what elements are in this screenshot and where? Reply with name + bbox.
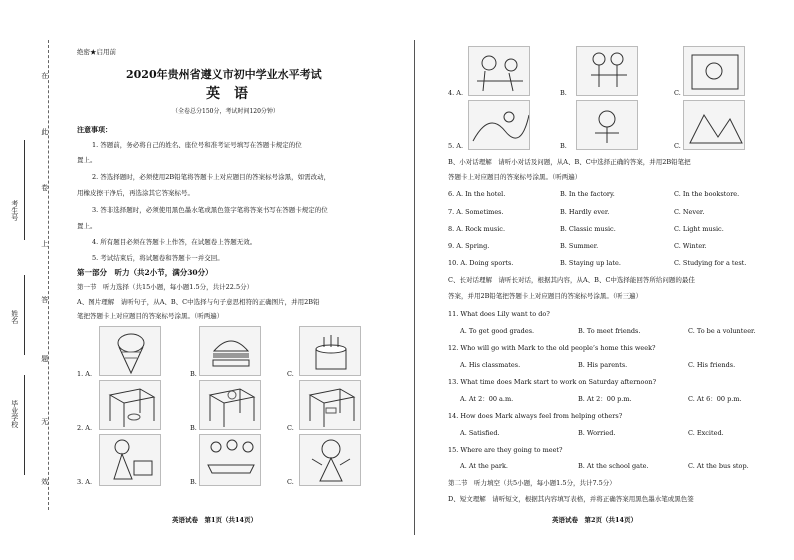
part-a-instruction: A、图片理解 请听句子，从A、B、C中选择与句子意思相符的正确图片，并用2B铅 [77,298,320,306]
option-label: 4. A. [448,89,464,97]
field-label-exam-number: 考生号 [10,200,19,221]
table-object-picture [299,380,361,430]
binding-char: 卷 [40,184,49,191]
part-b-instruction: B、小对话理解 请听小对话及问题，从A、B、C中选择正确的答案，并用2B铅笔把 [448,158,691,166]
binding-char: 上 [40,240,49,247]
notice-line: 置上。 [77,156,97,164]
option-text: B. At 2：00 p.m. [578,395,632,403]
option-text: C. His friends. [688,361,736,369]
option-label: C. [287,370,294,378]
option-label: B. [560,142,567,150]
field-underline [24,375,25,475]
part-c-instruction: C、长对话理解 请听长对话，根据其内容，从A、B、C中选择能回答所给问题的最佳 [448,276,695,284]
notice-line: 置上。 [77,222,97,230]
ice-cream-picture [99,326,161,376]
picture-5a [468,100,530,150]
hamburger-picture [199,326,261,376]
notice-line: 4. 所有题目必须在答题卡上作答，在试题卷上答题无效。 [92,238,257,246]
option-text: 6. A. In the hotel. [448,190,506,198]
option-text: B. Staying up late. [560,259,621,267]
option-text: B. At the school gate. [578,462,649,470]
option-text: C. Winter. [674,242,707,250]
question-text: 15. Where are they going to meet? [448,446,563,454]
option-label: 2. A. [77,424,93,432]
option-text: C. To be a volunteer. [688,327,756,335]
part-d-instruction: D、短文理解 请听短文，根据其内容填写表格，并将正确答案用黑色墨水笔或黑色签 [448,495,694,503]
field-label-name: 姓名 [10,310,19,324]
birthday-cake-picture [299,326,361,376]
picture-4b [576,46,638,96]
section-one-heading: 第一节 听力选择（共15小题，每小题1.5分，共计22.5分） [77,283,254,291]
option-label: C. [674,142,681,150]
page-footer: 英语试卷 第2页（共14页） [552,516,638,524]
picture-4a [468,46,530,96]
part-c-instruction: 答案，并用2B铅笔把答题卡上对应题目的答案标号涂黑。（听三遍） [448,292,643,300]
picture-5b [576,100,638,150]
table-object-picture [99,380,161,430]
option-text: C. Light music. [674,225,724,233]
notice-line: 1. 答题前，务必将自己的姓名、座位号和准考证号填写在答题卡规定的位 [92,141,302,149]
person-with-basket-picture [99,434,161,486]
option-text: B. Hardly ever. [560,208,610,216]
option-text: A. Satisfied. [460,429,500,437]
option-text: B. Summer. [560,242,599,250]
option-text: C. Never. [674,208,705,216]
girl-picture [299,434,361,486]
option-text: B. His parents. [578,361,628,369]
option-text: B. Worried. [578,429,616,437]
notice-line: 3. 答非选择题时，必须使用黑色墨水笔或黑色签字笔将答案书写在答题卡规定的位 [92,206,328,214]
binding-char: 效 [40,478,49,485]
part-b-instruction: 答题卡上对应题目的答案标号涂黑。（听两遍） [448,173,582,181]
option-label: B. [560,89,567,97]
option-text: B. Classic music. [560,225,616,233]
picture-5c [683,100,745,150]
option-text: A. To get good grades. [460,327,535,335]
option-text: 7. A. Sometimes. [448,208,504,216]
question-text: 14. How does Mark always feel from helping others? [448,412,623,420]
secret-mark: 绝密★启用前 [77,48,116,56]
notice-line: 2. 答选择题时，必须使用2B铅笔将答题卡上对应题目的答案标号涂黑，如需改动， [92,173,331,181]
option-label: B. [190,424,197,432]
binding-line [48,40,49,510]
question-text: 11. What does Lily want to do? [448,310,550,318]
field-underline [24,275,25,355]
score-note: （全卷总分150分，考试时间120分钟） [172,108,279,115]
question-text: 13. What time does Mark start to work on Saturday afternoon? [448,378,657,386]
binding-char: 在 [40,72,49,79]
option-text: 9. A. Spring. [448,242,490,250]
option-text: B. To meet friends. [578,327,641,335]
option-text: 10. A. Doing sports. [448,259,514,267]
field-underline [24,140,25,240]
option-label: 3. A. [77,478,93,486]
part-one-heading: 第一部分 听力（共2小节，满分30分） [77,268,213,277]
option-text: A. At 2：00 a.m. [460,395,514,403]
exam-title: 2020年贵州省遵义市初中学业水平考试 [126,68,322,81]
option-label: C. [287,478,294,486]
section-two-heading: 第二节 听力填空（共5小题，每小题1.5分，共计7.5分） [448,479,616,487]
group-at-table-picture [199,434,261,486]
picture-4c [683,46,745,96]
option-text: C. Excited. [688,429,724,437]
page-divider [414,40,415,535]
table-object-picture [199,380,261,430]
binding-char: 答 [40,296,49,303]
option-text: C. Studying for a test. [674,259,747,267]
option-label: 1. A. [77,370,93,378]
option-label: 5. A. [448,142,464,150]
binding-char: 题 [40,355,49,362]
field-label-school: 毕业学校 [10,400,19,428]
option-text: A. His classmates. [460,361,521,369]
option-label: B. [190,478,197,486]
subject-title: 英 语 [206,86,248,102]
option-text: C. At the bus stop. [688,462,749,470]
option-text: C. At 6：00 p.m. [688,395,742,403]
notice-line: 用橡皮擦干净后，再选涂其它答案标号。 [77,189,194,197]
option-label: C. [287,424,294,432]
option-text: C. In the bookstore. [674,190,740,198]
part-a-instruction: 笔把答题卡上对应题目的答案标号涂黑。（听两遍） [77,312,224,320]
page-footer: 英语试卷 第1页（共14页） [172,516,258,524]
binding-char: 无 [40,418,49,425]
option-label: B. [190,370,197,378]
option-label: C. [674,89,681,97]
option-text: A. At the park. [460,462,508,470]
notice-heading: 注意事项： [77,125,112,134]
notice-line: 5. 考试结束后，将试题卷和答题卡一并交回。 [92,254,224,262]
option-text: B. In the factory. [560,190,615,198]
option-text: 8. A. Rock music. [448,225,506,233]
binding-char: 此 [40,128,49,135]
question-text: 12. Who will go with Mark to the old people’s home this week? [448,344,656,352]
